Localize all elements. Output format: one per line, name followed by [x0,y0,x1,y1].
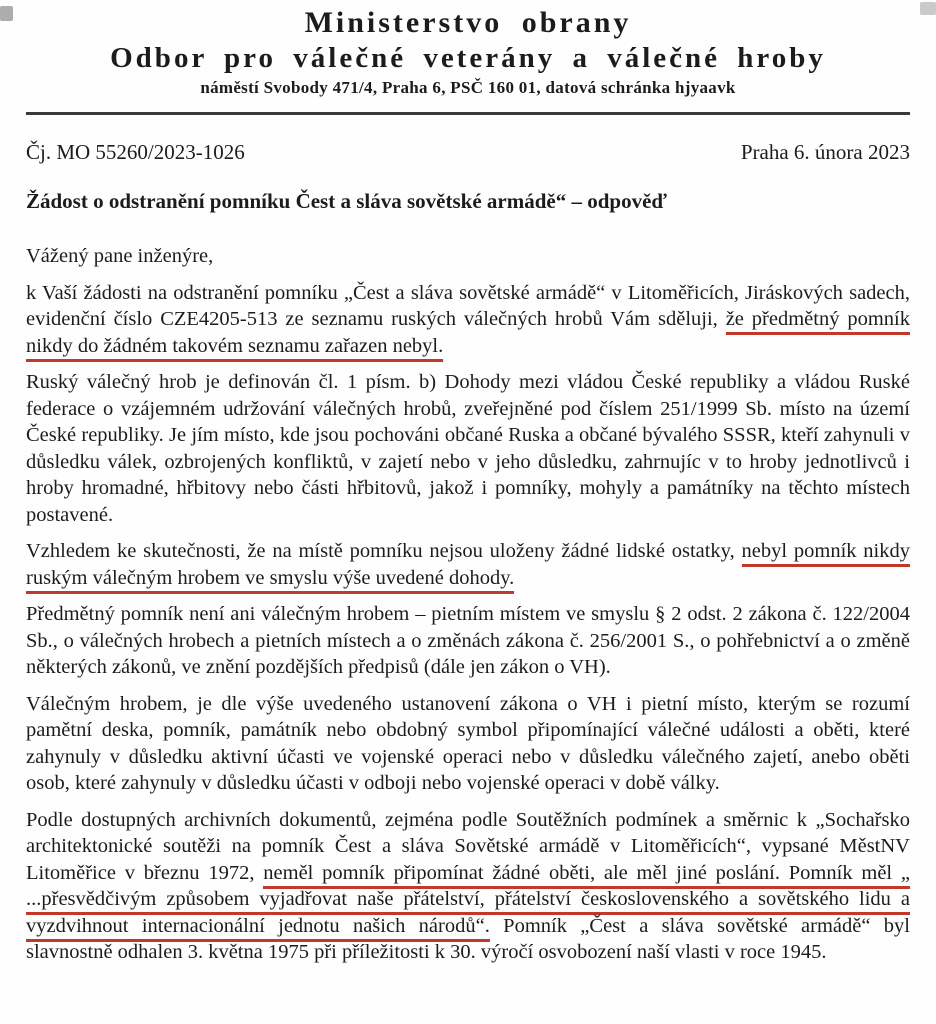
letterhead [26,6,910,99]
place-date: Praha 6. února 2023 [740,140,910,164]
paragraph [26,601,910,681]
salutation: Vážený pane inženýre, [26,245,214,267]
scan-artifact [0,6,13,21]
paragraph [26,538,910,591]
paragraph-text: Ruský válečný hrob je definován čl. 1 písm. b) Dohody mezi vládou České republiky a vládou Ruské federace o vzájemném udržování válečných hrobů, zveřejněné pod číslem 251/1999 Sb. místo na území České republiky. Je jím místo, kde jsou pochováni občané Ruska a občané bývalého SSSR, kteří zahynuli v důsledku válek, ozbrojených konfliktů, v zajetí nebo v jeho důsledku, zahrnujíc v to hroby jednotlivců i hroby hromadné, hřbitovy nebo části hřbitovů, jakož i pomníky, mohyly a památníky na těchto místech postavené. [26,371,910,526]
address-line: náměstí Svobody 471/4, Praha 6, PSČ 160 01, datová schránka hjyaavk [200,78,736,97]
department-title: Odbor pro válečné veterány a válečné hroby [110,42,826,74]
paragraph-text: Předmětný pomník není ani válečným hrobem – pietním místem ve smyslu § 2 odst. 2 zákona č. 122/2004 Sb., o válečných hrobech a pietních místech a o změnách zákona č. 256/2001 S., o pohřebnictví a o změně některých zákonů, ve znění pozdějších předpisů (dále jen zákon o VH). [26,603,910,678]
ministry-title: Ministerstvo obrany [304,6,632,39]
subject-line: Žádost o odstranění pomníku Čest a sláva sovětské armádě“ – odpověď [26,189,667,213]
paragraph [26,807,910,966]
paragraph [26,280,910,360]
paragraph-text: Válečným hrobem, je dle výše uvedeného ustanovení zákona o VH i pietní místo, kterým se rozumí pamětní deska, pomník, památník nebo obdobný symbol připomínající válečné události a oběti, které zahynuly v důsledku aktivní účasti ve vojenské operaci nebo v důsledku válečného zajetí, anebo oběti osob, které zahynuly v důsledku účasti v odboji nebo vojenské operaci v době války. [26,692,910,794]
paragraph-text: Podle dostupných archivních dokumentů, zejména podle Soutěžních podmínek a směrnic k „Sochařsko architektonické soutěži na pomník Čest a sláva Sovětské armádě v Litoměřicích“, vypsané MěstNV Litoměřice v březnu 1972, [26,808,910,884]
reference-row [26,139,910,166]
paragraph [26,369,910,528]
paragraph-text: k Vaší žádosti na odstranění pomníku „Čest a sláva sovětské armádě“ v Litoměřicích, Jiráskových sadech, evidenční číslo CZE4205-513 ze seznamu ruských válečných hrobů Vám sděluji, [26,281,910,330]
paragraph-text: Vzhledem ke skutečnosti, že na místě pomníku nejsou uloženy žádné lidské ostatky, [26,540,742,562]
paragraph-text: Pomník „Čest a sláva sovětské armádě“ byl slavnostně odhalen 3. května 1975 při příležitosti k 30. výročí osvobození naší vlasti v roce 1945. [26,914,910,963]
red-underlined-text: že předmětný pomník nikdy do žádném takovém seznamu zařazen nebyl. [26,308,910,362]
scan-artifact [920,2,936,15]
reference-number: Čj. MO 55260/2023-1026 [26,140,245,164]
red-underlined-text: neměl pomník připomínat žádné oběti, ale měl jiné poslání. Pomník měl „ ...přesvědčivým způsobem vyjadřovat naše přátelství, přátelství československého a sovětského lidu a vyzdvihnout internacionální jednotu našich národů“. [26,862,910,942]
red-underlined-text: nebyl pomník nikdy ruským válečným hrobem ve smyslu výše uvedené dohody. [26,540,910,594]
paragraph [26,691,910,797]
header-divider [26,112,910,115]
letter-body [26,280,910,966]
